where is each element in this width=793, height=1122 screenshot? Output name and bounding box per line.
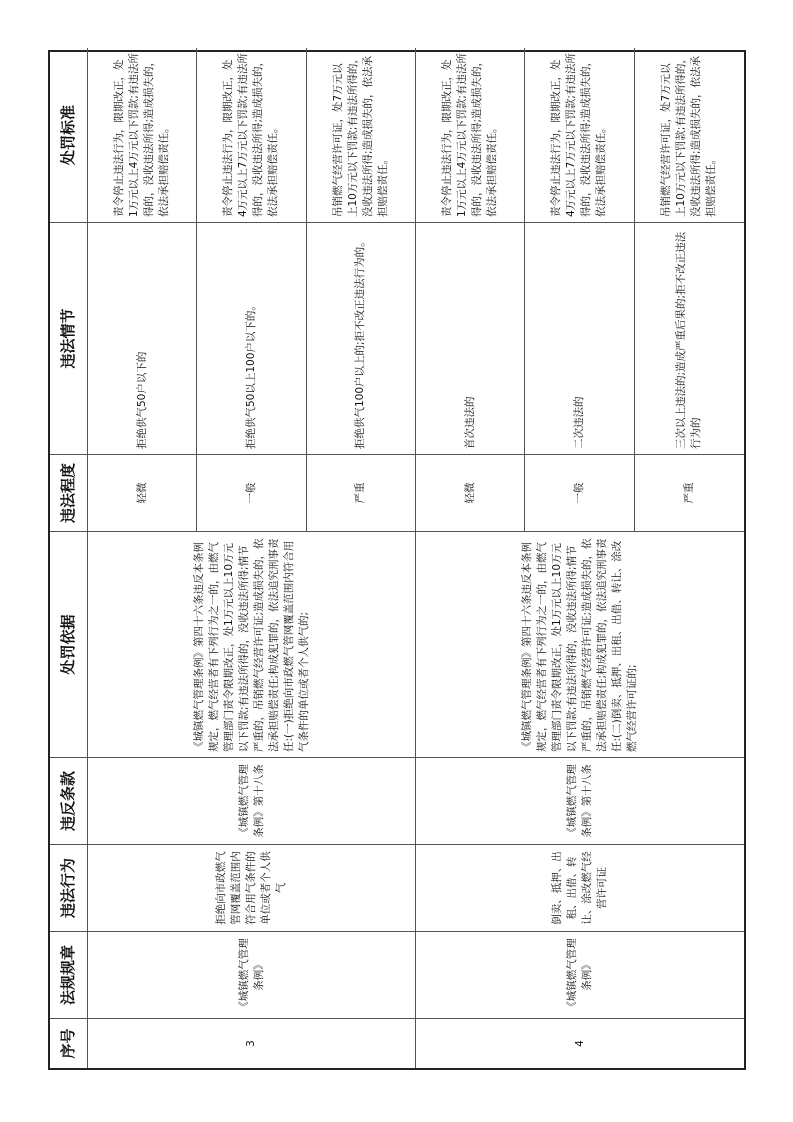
violation-act: 拒绝向市政燃气管网覆盖范围内符合用气条件的单位或者个人供气	[88, 844, 416, 931]
circumstance-text: 拒绝供气50户以下的	[135, 351, 148, 449]
row-number: 3	[88, 1018, 416, 1068]
violation-circumstance	[88, 222, 197, 454]
penalty-basis-text: 《城镇燃气管理条例》第四十六条违反本条例规定，燃气经营者有下列行为之一的，由燃气管理部门责令限期改正，处1万元以上10万元以下罚款;有违法所得的，没收违法所得;情节严重的，吊销燃气经营许可证;造成损失的，依法承担赔偿责任;构成犯罪的，依法追究刑事责任:(二)倒卖、抵押、出租、出借、转让、涂改燃气经营许可证的;	[521, 538, 638, 752]
header-standard: 处罚标准	[50, 48, 88, 222]
violation-degree: 一般	[197, 454, 306, 531]
violation-circumstance	[197, 222, 306, 454]
penalty-standard	[416, 48, 525, 222]
penalty-basis	[88, 531, 416, 757]
violation-degree: 轻微	[88, 454, 197, 531]
header-act: 违法行为	[50, 844, 88, 931]
standard-text: 责令停止违法行为，限期改正，处4万元以上7万元以下罚款;有违法所得的，没收违法所得;造成损失的，依法承担赔偿责任。	[222, 53, 280, 217]
violation-degree: 严重	[635, 454, 744, 531]
violated-clause: 《城镇燃气管理条例》第十八条	[416, 757, 744, 844]
standard-text: 吊销燃气经营许可证，处7万元以上10万元以下罚款;有违法所得的，没收违法所得;造成损失的，依法承担赔偿责任。	[660, 53, 718, 217]
circumstance-text: 首次违法的	[463, 396, 476, 449]
standard-text: 责令停止违法行为，限期改正，处1万元以上4万元以下罚款;有违法所得的，没收违法所得;造成损失的，依法承担赔偿责任。	[113, 53, 171, 217]
penalty-basis	[416, 531, 744, 757]
header-degree: 违法程度	[50, 454, 88, 531]
penalty-basis-text: 《城镇燃气管理条例》第四十六条违反本条例规定，燃气经营者有下列行为之一的，由燃气管理部门责令限期改正，处1万元以上10万元以下罚款;有违法所得的，没收违法所得;情节严重的，吊销燃气经营许可证;造成损失的，依法承担赔偿责任;构成犯罪的，依法追究刑事责任:(一)拒绝向市政燃气管网覆盖范围内符合用气条件的单位或者个人供气的;	[192, 538, 310, 752]
header-circumstance: 违法情节	[50, 222, 88, 454]
penalty-standard	[88, 48, 197, 222]
penalty-standard	[197, 48, 306, 222]
law-name: 《城镇燃气管理条例》	[416, 931, 744, 1018]
circumstance-text: 拒绝供气50以上100户以下的。	[244, 300, 257, 449]
header-basis: 处罚依据	[50, 531, 88, 757]
violation-circumstance	[307, 222, 416, 454]
header-law: 法规规章	[50, 931, 88, 1018]
violation-degree: 轻微	[416, 454, 525, 531]
penalty-standard	[635, 48, 744, 222]
circumstance-text: 拒绝供气100户以上的;拒不改正违法行为的。	[354, 236, 367, 449]
circumstance-text: 二次违法的	[572, 396, 585, 449]
law-name: 《城镇燃气管理条例》	[88, 931, 416, 1018]
violation-circumstance	[635, 222, 744, 454]
penalty-table	[48, 50, 746, 1070]
violation-circumstance	[525, 222, 634, 454]
row-number: 4	[416, 1018, 744, 1068]
violation-degree: 一般	[525, 454, 634, 531]
standard-text: 吊销燃气经营许可证，处7万元以上10万元以下罚款;有违法所得的，没收违法所得;造成损失的，依法承担赔偿责任。	[331, 53, 389, 217]
violation-circumstance	[416, 222, 525, 454]
circumstance-text: 三次以上违法的;造成严重后果的;拒不改正违法行为的	[675, 231, 703, 449]
penalty-standard	[525, 48, 634, 222]
violation-degree: 严重	[307, 454, 416, 531]
header-no: 序号	[50, 1018, 88, 1068]
violation-act: 倒卖、抵押、出租、出借、转让、涂改燃气经营许可证	[416, 844, 744, 931]
standard-text: 责令停止违法行为，限期改正，处1万元以上4万元以下罚款;有违法所得的，没收违法所得;造成损失的，依法承担赔偿责任。	[441, 53, 499, 217]
penalty-standard	[307, 48, 416, 222]
header-clause: 违反条款	[50, 757, 88, 844]
violated-clause: 《城镇燃气管理条例》第十八条	[88, 757, 416, 844]
standard-text: 责令停止违法行为，限期改正，处4万元以上7万元以下罚款;有违法所得的，没收违法所得;造成损失的，依法承担赔偿责任。	[550, 53, 608, 217]
